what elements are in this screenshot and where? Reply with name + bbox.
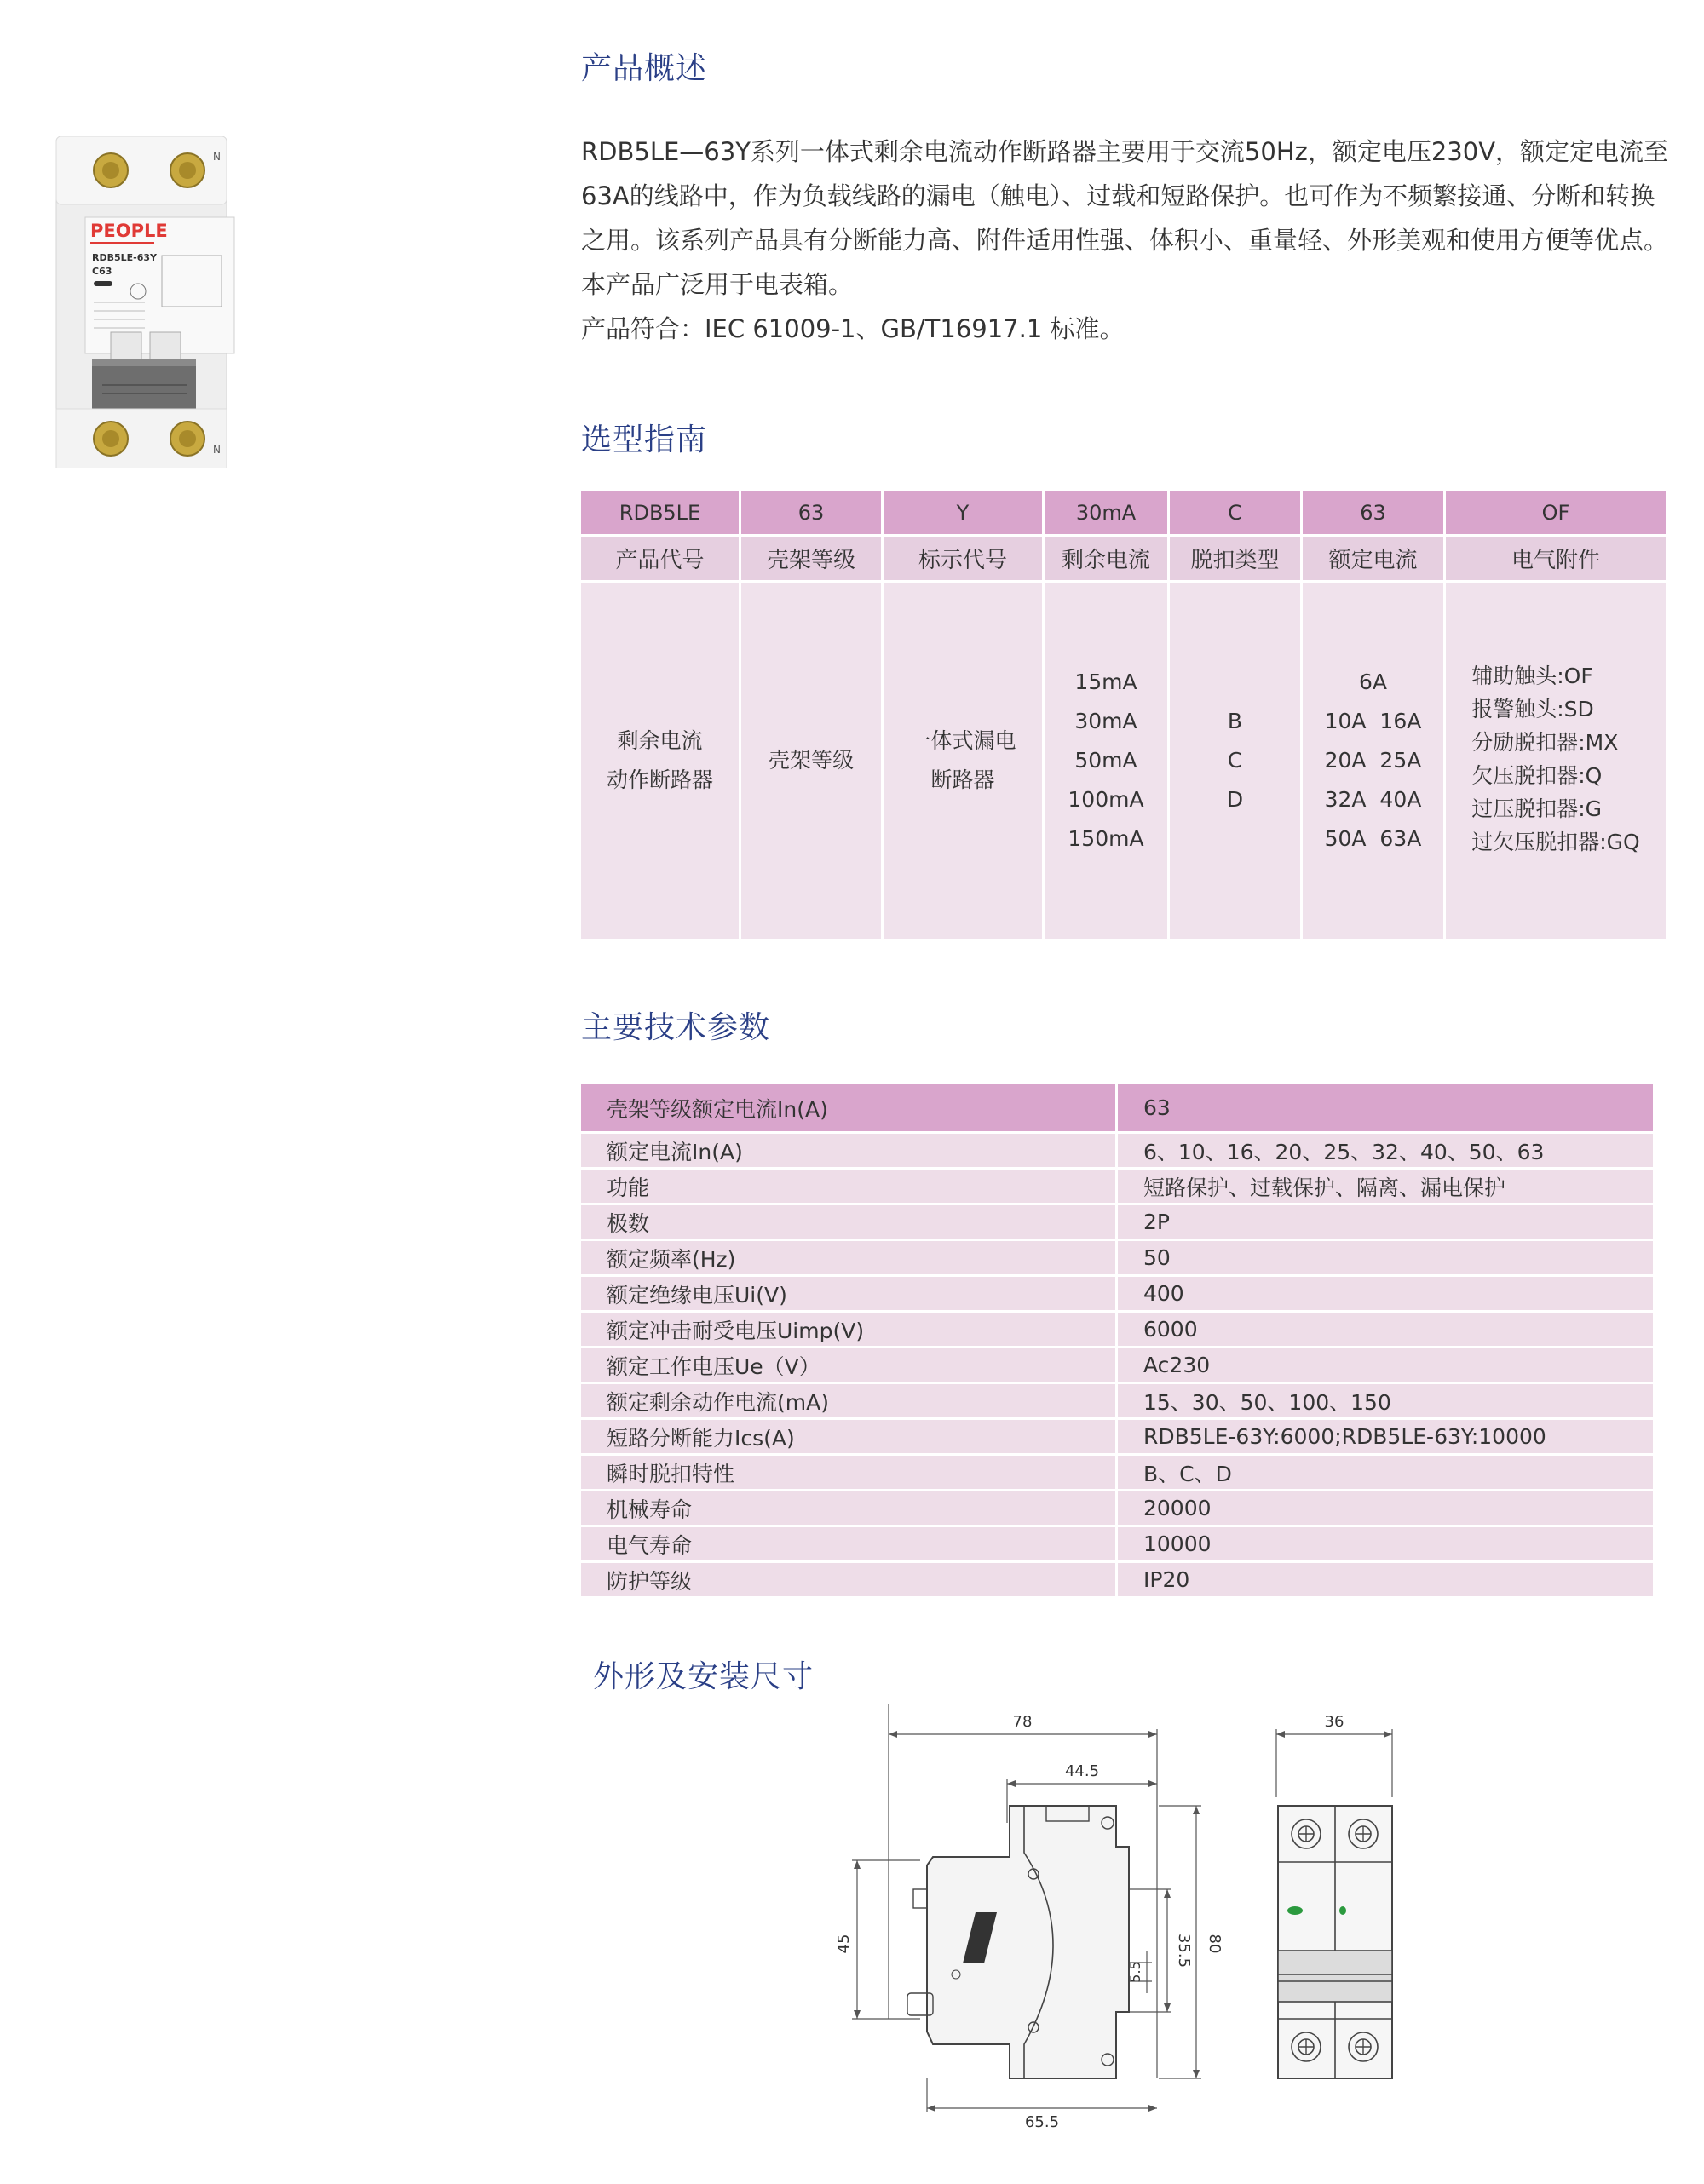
param-row (581, 1313, 1653, 1346)
param-value: RDB5LE-63Y:6000;RDB5LE-63Y:10000 (1118, 1420, 1653, 1453)
param-row (581, 1205, 1653, 1239)
params-table (581, 1082, 1653, 1599)
code-cell: C (1170, 491, 1300, 534)
param-value: 50 (1118, 1241, 1653, 1274)
param-value: 2P (1118, 1205, 1653, 1239)
dimension-drawing-side (1268, 1704, 1404, 2095)
param-row (581, 1134, 1653, 1167)
header-cell: 标示代号 (884, 537, 1042, 580)
param-key: 额定绝缘电压Ui(V) (581, 1277, 1118, 1310)
product-photo (51, 136, 256, 468)
frame-cell: 壳架等级 (741, 583, 881, 939)
code-cell: RDB5LE (581, 491, 739, 534)
dim-45-label: 45 (835, 1934, 853, 1954)
param-row (581, 1420, 1653, 1453)
selection-options-row (581, 583, 1666, 939)
param-key: 额定冲击耐受电压Uimp(V) (581, 1313, 1118, 1346)
param-key: 额定频率(Hz) (581, 1241, 1118, 1274)
overview-paragraph: RDB5LE—63Y系列一体式剩余电流动作断路器主要用于交流50Hz，额定电压230V，额定定电流至63A的线路中，作为负载线路的漏电（触电）、过载和短路保护。也可作为不频繁接通、分断和转换之用。该系列产品具有分断能力高、附件适用性强、体积小、重量轻、外形美观和使用方便等优点。 (581, 137, 1669, 255)
dim-36-label: 36 (1324, 1713, 1344, 1731)
selection-header-row (581, 537, 1666, 580)
param-row (581, 1241, 1653, 1274)
dim-5-5-label: 5.5 (1127, 1961, 1143, 1983)
product-model-label: RDB5LE-63Y (92, 252, 158, 263)
param-key: 壳架等级额定电流In(A) (581, 1084, 1118, 1131)
param-row (581, 1527, 1653, 1560)
header-cell: 脱扣类型 (1170, 537, 1300, 580)
trip-type-cell: B C D (1170, 583, 1300, 939)
param-value: 20000 (1118, 1491, 1653, 1525)
param-value: 6、10、16、20、25、32、40、50、63 (1118, 1134, 1653, 1167)
param-key: 功能 (581, 1170, 1118, 1203)
param-row (581, 1563, 1653, 1596)
dim-80-label: 80 (1206, 1934, 1223, 1954)
accessories-cell: 辅助触头:OF 报警触头:SD 分励脱扣器:MX 欠压脱扣器:Q 过压脱扣器:G 过欠压脱扣器:GQ (1446, 583, 1666, 939)
terminal-mark-bottom: N (213, 444, 221, 456)
product-rating-label: C63 (92, 266, 112, 277)
param-value: 400 (1118, 1277, 1653, 1310)
overview-paragraph: 产品符合：IEC 61009-1、GB/T16917.1 标准。 (581, 314, 1125, 343)
rated-current-cell: 6A 10A 16A 20A 25A 32A 40A 50A 63A (1303, 583, 1443, 939)
param-row (581, 1491, 1653, 1525)
param-key: 短路分断能力Ics(A) (581, 1420, 1118, 1453)
brand-logo: PEOPLE (90, 221, 168, 241)
param-value: 短路保护、过载保护、隔离、漏电保护 (1118, 1170, 1653, 1203)
overview-paragraph: 本产品广泛用于电表箱。 (581, 270, 854, 299)
overview-title: 产品概述 (581, 51, 708, 86)
header-cell: 产品代号 (581, 537, 739, 580)
param-key: 瞬时脱扣特性 (581, 1456, 1118, 1489)
mark-cell: 一体式漏电 断路器 (884, 583, 1042, 939)
param-key: 额定电流In(A) (581, 1134, 1118, 1167)
selection-title: 选型指南 (581, 422, 708, 457)
param-row (581, 1277, 1653, 1310)
dimension-drawing-front (835, 1704, 1227, 2129)
selection-code-row (581, 491, 1666, 534)
param-value: IP20 (1118, 1563, 1653, 1596)
param-row (581, 1384, 1653, 1417)
param-row (581, 1456, 1653, 1489)
param-value: 6000 (1118, 1313, 1653, 1346)
param-row (581, 1170, 1653, 1203)
param-row (581, 1348, 1653, 1382)
param-key: 电气寿命 (581, 1527, 1118, 1560)
dim-65-5-label: 65.5 (1024, 2113, 1060, 2129)
product-type-cell: 剩余电流 动作断路器 (581, 583, 739, 939)
param-value: 10000 (1118, 1527, 1653, 1560)
param-value: B、C、D (1118, 1456, 1653, 1489)
param-value: 15、30、50、100、150 (1118, 1384, 1653, 1417)
code-cell: 30mA (1045, 491, 1167, 534)
header-cell: 壳架等级 (741, 537, 881, 580)
selection-table (579, 488, 1668, 941)
code-cell: Y (884, 491, 1042, 534)
header-cell: 额定电流 (1303, 537, 1443, 580)
code-cell: 63 (741, 491, 881, 534)
param-key: 额定工作电压Ue（V） (581, 1348, 1118, 1382)
header-cell: 电气附件 (1446, 537, 1666, 580)
residual-current-cell: 15mA 30mA 50mA 100mA 150mA (1045, 583, 1167, 939)
param-key: 极数 (581, 1205, 1118, 1239)
params-header-row (581, 1084, 1653, 1131)
param-value: Ac230 (1118, 1348, 1653, 1382)
param-key: 额定剩余动作电流(mA) (581, 1384, 1118, 1417)
dim-35-5-label: 35.5 (1175, 1933, 1193, 1968)
param-key: 防护等级 (581, 1563, 1118, 1596)
params-title: 主要技术参数 (581, 1010, 771, 1045)
overview-text (581, 129, 1670, 351)
header-cell: 剩余电流 (1045, 537, 1167, 580)
param-key: 机械寿命 (581, 1491, 1118, 1525)
dim-44-5-label: 44.5 (1064, 1762, 1100, 1780)
dim-78-label: 78 (1012, 1713, 1033, 1731)
terminal-mark-top: N (213, 151, 221, 163)
dimensions-title: 外形及安装尺寸 (593, 1659, 815, 1694)
code-cell: 63 (1303, 491, 1443, 534)
param-value: 63 (1118, 1084, 1653, 1131)
code-cell: OF (1446, 491, 1666, 534)
